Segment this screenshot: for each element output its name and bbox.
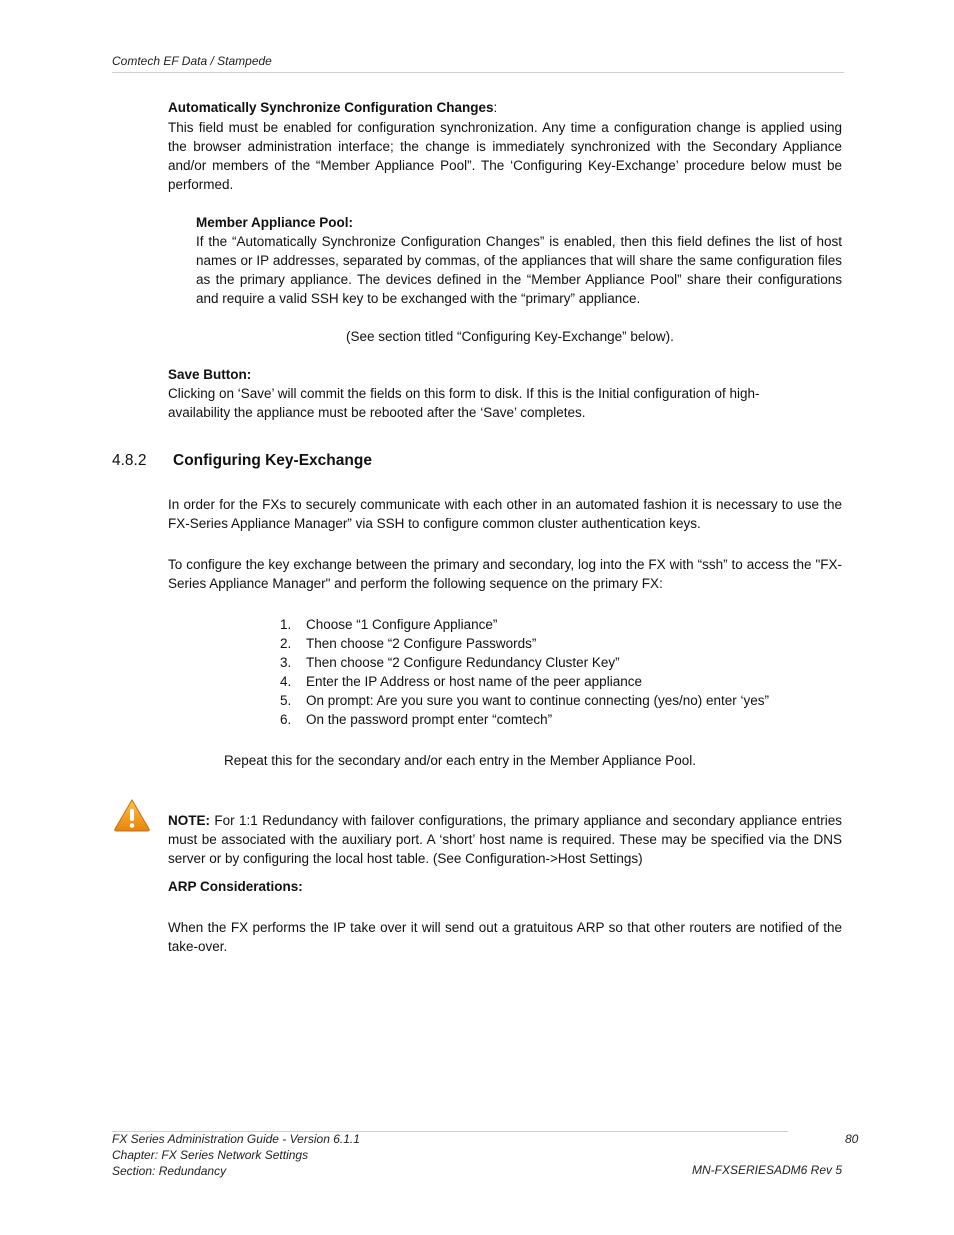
step-text: On prompt: Are you sure you want to continue connecting (yes/no) enter ‘yes” — [306, 693, 769, 708]
footer-guide-title: FX Series Administration Guide - Version 6.1.1 — [112, 1132, 360, 1146]
footer-section: Section: Redundancy — [112, 1164, 227, 1178]
list-item — [280, 615, 842, 634]
auto-sync-body: This field must be enabled for configuration synchronization. Any time a configuration change is applied using the browser administration interface; the change is immediately synchronized with the Secondary Appliance and/or members of the “Member Appliance Pool”. The ‘Configuring Key-Exchange’ procedure below must be performed. — [168, 120, 842, 192]
steps-list — [280, 615, 842, 729]
step-text: Choose “1 Configure Appliance” — [306, 617, 498, 632]
step-number: 1. — [280, 617, 292, 632]
step-number: 5. — [280, 693, 292, 708]
warning-icon — [113, 798, 151, 832]
footer-left — [112, 1131, 360, 1179]
arp-body: When the FX performs the IP take over it will send out a gratuitous ARP so that other routers are notified of the take-over. — [168, 920, 842, 954]
save-button-body: Clicking on ‘Save’ will commit the fields on this form to disk. If this is the Initial configuration of high-availability the appliance must be rebooted after the ‘Save’ completes. — [168, 386, 760, 420]
list-item — [280, 672, 842, 691]
footer-chapter: Chapter: FX Series Network Settings — [112, 1148, 309, 1162]
auto-sync-colon: : — [493, 100, 498, 115]
step-text: Then choose “2 Configure Redundancy Cluster Key” — [306, 655, 620, 670]
member-pool-body: If the “Automatically Synchronize Configuration Changes” is enabled, then this field defines the list of host names or IP addresses, separated by commas, of the appliances that will share the same configuration files as the primary appliance. The devices defined in the “Member Appliance Pool” share their configurations and require a valid SSH key to be exchanged with the “primary” appliance. — [196, 234, 842, 306]
intro-paragraph-1: In order for the FXs to securely communicate with each other in an automated fashion it is necessary to use the FX-Series Appliance Manager” via SSH to configure common cluster authentication keys. — [168, 497, 842, 531]
list-item — [280, 710, 842, 729]
step-text: On the password prompt enter “comtech” — [306, 712, 553, 727]
step-number: 3. — [280, 655, 292, 670]
section-title: Configuring Key-Exchange — [173, 452, 372, 469]
page-header: Comtech EF Data / Stampede — [112, 54, 272, 68]
list-item — [280, 653, 842, 672]
note-label: NOTE: — [168, 813, 210, 828]
list-item — [280, 634, 842, 653]
list-item — [280, 691, 842, 710]
auto-sync-heading — [168, 98, 842, 117]
member-pool-see-also: (See section titled “Configuring Key-Exchange” below). — [346, 329, 674, 344]
section-number: 4.8.2 — [112, 452, 147, 469]
step-number: 2. — [280, 636, 292, 651]
repeat-instruction: Repeat this for the secondary and/or each entry in the Member Appliance Pool. — [224, 753, 697, 768]
step-number: 4. — [280, 674, 292, 689]
step-number: 6. — [280, 712, 292, 727]
step-text: Then choose “2 Configure Passwords” — [306, 636, 537, 651]
header-rule — [112, 72, 844, 73]
note-paragraph — [168, 811, 842, 868]
intro-paragraph-2: To configure the key exchange between the primary and secondary, log into the FX with “ssh” to access the "FX-Series Appliance Manager" and perform the following sequence on the primary FX: — [168, 557, 842, 591]
note-body: For 1:1 Redundancy with failover configurations, the primary appliance and secondary appliance entries must be associated with the auxiliary port. A ‘short’ host name is required. These may be specified via the DNS server or by configuring the local host table. (See Configuration->Host Settings) — [168, 813, 842, 866]
save-button-title: Save Button: — [168, 367, 252, 382]
step-text: Enter the IP Address or host name of the peer appliance — [306, 674, 642, 689]
member-pool-title: Member Appliance Pool: — [196, 215, 354, 230]
arp-title: ARP Considerations: — [168, 879, 303, 894]
auto-sync-title: Automatically Synchronize Configuration Changes — [168, 100, 494, 115]
page-number: 80 — [845, 1132, 859, 1146]
document-number: MN-FXSERIESADM6 Rev 5 — [691, 1163, 842, 1177]
